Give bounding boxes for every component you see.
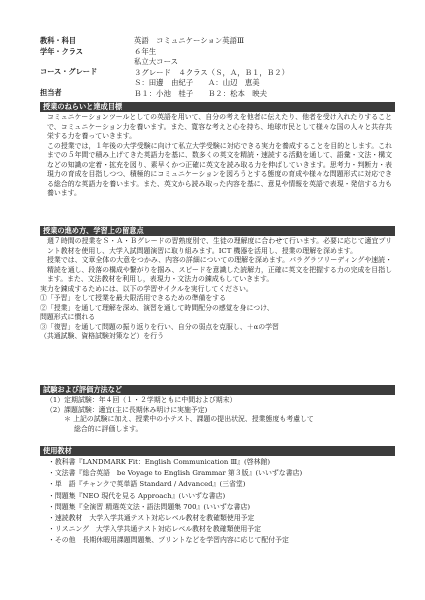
subject-label: 教科・科目 (40, 36, 76, 45)
eval-item-1: （1）定期試験：年４回（１・２学期ともに中間および期末） (46, 396, 237, 404)
eval-body (40, 396, 392, 434)
eval-item-2: （2）課題試験：適宜(主に長期休み明けに実施予定) (46, 405, 208, 414)
method-body (40, 237, 392, 342)
section-aims-heading: 授業のねらいと達成目標 (40, 102, 395, 112)
grade-classes: ３グレード ４クラス（Ｓ，Ａ，Ｂ１，Ｂ２） (134, 67, 289, 77)
aims-body (40, 113, 392, 199)
cycle-item-2-cont: 問題形式に慣れる (40, 313, 96, 322)
material-listening: ・リスニング 大学入学共通テスト対応レベル教材を教確類使用予定 (48, 525, 262, 534)
aims-paragraph-2: この授業では，１年後の大学受験に向けて私立大学受験に対応できる実力を養成することを目的とします。これまでの５年間で積み上げてきた英語力を基に、数多くの英文を精読・速読する活動を通して、語彙・文法・構文などの知識の定着・拡充を図り、素早くかつ正確に英文を読み取る力を伸ばしていきます。思考力・判断力・表現力の育成を目指しつつ、積極的にコミュニケーションを図ろうとする態度の育成や様々な問題形式に対応できる総合的な英語力を養います。また、英文から読み取った内容を基に、意見や情報を英語で表現・発信する力も養います。 (47, 141, 392, 198)
course-value: 私立大コース (134, 57, 178, 67)
method-paragraph-3: 実力を錬成するためには、以下の学習サイクルを実行してください。 (40, 284, 253, 293)
teacher-label: 担当者 (40, 88, 62, 98)
grade-value: ６年生 (134, 46, 157, 56)
course-info (40, 36, 400, 100)
method-paragraph-2: 授業では、文章全体の大意をつかみ、内容の詳細についての理解を深めます。パラグラフリーディングや速読・精読を通し、段落の構成や繋がりを掴み、スピードを意識した読解力，正確に英文を把握する力の完成を目指します。また、文法教材を利用し，表現力・文法力の錬成もしていきます。 (47, 256, 392, 284)
grade-label: 学年・クラス (40, 46, 83, 56)
material-textbook: ・教科書『LANDMARK Fit：English Communication Ⅲ』(啓林館) (48, 458, 271, 466)
teacher-line-2: Ｂ１：小池 桂子 Ｂ２：松本 映夫 (134, 88, 268, 98)
material-vocab: ・単 語『チャンクで英単語 Standard / Advanced』(三省堂) (48, 480, 246, 489)
eval-note-cont: 総合的に評価します。 (74, 424, 143, 433)
material-grammar: ・文法書『総合英語 be Voyage to English Grammar 第３版』(いいずな書店) (48, 469, 303, 478)
course-label: コース・グレード (40, 67, 98, 77)
material-other: ・その他 長期休暇用課題問題集、プリントなどを学習内容に応じて配付予定 (48, 536, 289, 545)
material-speed-reading: ・速読教材 大学入学共通テスト対応レベル教材を教確類使用予定 (48, 514, 255, 523)
section-eval-heading: 試験および評価方法など (40, 385, 395, 395)
aims-paragraph-1: コミュニケーションツールとしての英語を用いて、自分の考えを他者に伝えたり、他者を受け入れたりすることで、コミュニケーション力を養います。また、寛容な考えと心を持ち、地球市民として様々な国の人々と共存共栄する力を養っていきます。 (47, 113, 392, 141)
cycle-item-3-cont: （共通試験、資格試験対策など）を行う (40, 332, 165, 341)
eval-note: ＊ 上記の試験に加え、授業中の小テスト、課題の提出状況、授業態度も考慮して (64, 415, 314, 424)
teacher-line-1: Ｓ：田邊 由紀子 Ａ：山辺 恵美 (134, 78, 260, 88)
cycle-item-3: ③「復習」を通して問題の振り返りを行い、自分の弱点を克服し、＋αの学習 (40, 322, 279, 331)
method-paragraph-1: 週７時間の授業をＳ・Ａ・Ｂグレードの習熟度別で、生徒の理解度に合わせて行います。必要に応じて適宜プリント教材を使用し、大学入試問題演習に取り組みます。ICT 機器を活用し、授業の理解を深めます。 (47, 237, 392, 255)
cycle-item-2: ②「授業」を通して理解を深め、演習を通して時間配分の感覚を身につけ、 (40, 303, 274, 312)
subject-value: 英語 コミュニケーション英語Ⅲ (134, 36, 245, 45)
material-problems-1: ・問題集『NEO 現代を見る Approach』(いいずな書店) (48, 491, 226, 500)
cycle-item-1: ①「予習」をして授業を最大限活用できるための準備をする (40, 294, 227, 303)
material-problems-2: ・問題集『全演習 精選英文法・語法問題集 700』(いいずな書店) (48, 502, 251, 511)
materials-list (40, 457, 392, 547)
section-method-heading: 授業の進め方、学習上の留意点 (40, 226, 395, 236)
section-materials-heading: 使用教材 (40, 446, 395, 456)
